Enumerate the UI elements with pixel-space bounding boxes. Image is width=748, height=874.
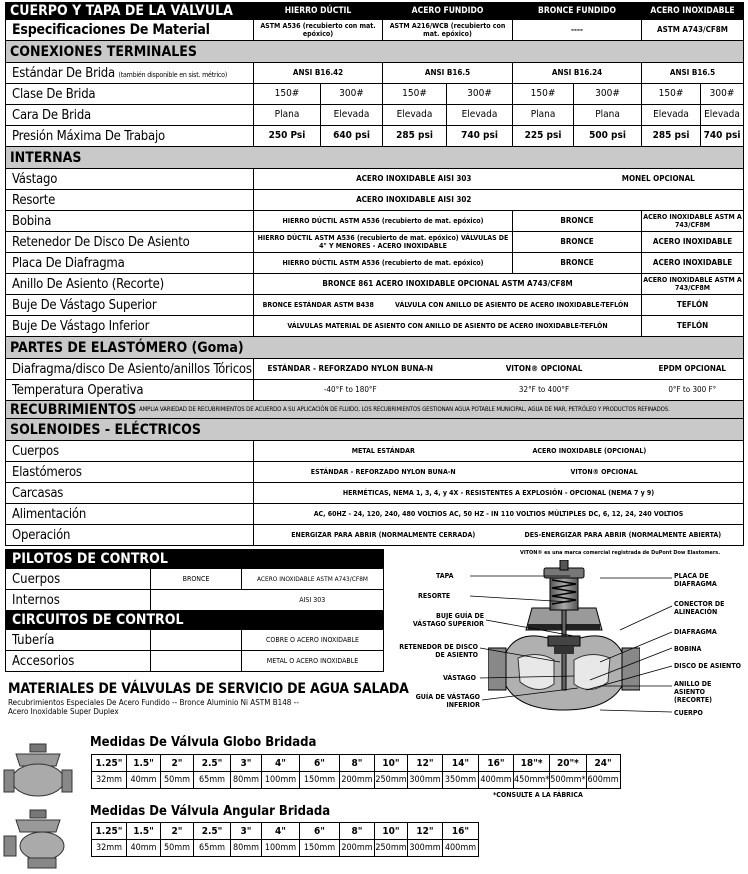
col-hierro-ductil: HIERRO DÚCTIL [254, 3, 383, 20]
angular-mm-cell: 32mm [92, 840, 127, 857]
sol-cuerpos-row: Cuerpos METAL ESTÁNDAR ACERO INOXIDABLE (OPCIONAL) [6, 441, 744, 462]
globe-mm-row [92, 772, 621, 789]
globo-mm-cell: 250mm [375, 772, 408, 789]
globe-inches-row [92, 755, 621, 772]
angular-inches-cell: 16" [443, 823, 479, 840]
sol-carcasas-row: Carcasas HERMÉTICAS, NEMA 1, 3, 4, y 4X - RESISTENTES A EXPLOSIÓN - OPCIONAL (NEMA 7 y 9) [6, 483, 744, 504]
row-label: Alimentación [6, 504, 254, 525]
angle-sizes-title: Medidas De Válvula Angular Bridada [90, 804, 331, 819]
globo-inches-cell: 16" [479, 755, 514, 772]
pilots-table [5, 549, 384, 672]
globo-mm-cell: 400mm [479, 772, 514, 789]
angular-inches-cell: 6" [300, 823, 340, 840]
row-label: Clase De Brida [6, 84, 254, 105]
label-retenedor: RETENEDOR DE DISCO DE ASIENTO [399, 643, 478, 659]
angular-mm-cell: 300mm [408, 840, 443, 857]
globo-inches-cell: 14" [443, 755, 479, 772]
row-label: Diafragma/disco De Asiento/anillos Tóricos [6, 359, 254, 380]
col-acero-fundido: ACERO FUNDIDO [383, 3, 513, 20]
globe-sizes-table [91, 754, 621, 789]
sol-elast-row: Elastómeros ESTÁNDAR - REFORZADO NYLON BUNA-N VITON® OPCIONAL [6, 462, 744, 483]
cara-row: Cara De Brida Plana Elevada Elevada Elevada Plana Plana Elevada Elevada [6, 105, 744, 126]
globo-inches-cell: 10" [375, 755, 408, 772]
angular-inches-cell: 2.5" [194, 823, 231, 840]
buje-inf-row: Buje De Vástago Inferior VÁLVULAS MATERIAL DE ASIENTO CON ANILLO DE ASIENTO DE ACERO INOXIDABLE-TEFLÓN TEFLÓN [6, 316, 744, 337]
consult-note: *CONSULTE A LA FÁBRICA [493, 791, 583, 799]
label-anillo: ANILLO DE ASIENTO (RECORTE) [674, 680, 713, 704]
body-header-row [6, 3, 744, 20]
row-label: Accesorios [6, 651, 151, 672]
section-title-conexiones: CONEXIONES TERMINALES [6, 41, 744, 63]
globo-mm-cell: 40mm [127, 772, 161, 789]
globo-inches-cell: 2.5" [194, 755, 231, 772]
row-label: Carcasas [6, 483, 254, 504]
angular-mm-cell: 65mm [194, 840, 231, 857]
label-diafragma: DIAFRAGMA [674, 628, 717, 636]
section-title-recubrimientos: RECUBRIMIENTOS [10, 401, 137, 418]
globo-inches-cell: 24" [586, 755, 620, 772]
globo-inches-cell: 20"* [550, 755, 586, 772]
globo-mm-cell: 300mm [408, 772, 443, 789]
angular-mm-cell: 400mm [443, 840, 479, 857]
globo-mm-cell: 32mm [92, 772, 127, 789]
angle-inches-row [92, 823, 479, 840]
row-label: Operación [6, 525, 254, 546]
globo-inches-cell: 3" [231, 755, 262, 772]
vastago-row: Vástago ACERO INOXIDABLE AISI 303 MONEL OPCIONAL [6, 169, 744, 190]
row-label: Vástago [6, 169, 254, 190]
globo-inches-cell: 8" [340, 755, 375, 772]
row-label: Cuerpos [6, 441, 254, 462]
row-label: Buje De Vástago Inferior [6, 316, 254, 337]
angular-inches-cell: 10" [375, 823, 408, 840]
row-label: Internos [6, 590, 151, 611]
row-label: Tubería [6, 630, 151, 651]
presion-row: Presión Máxima De Trabajo 250 Psi 640 psi 285 psi 740 psi 225 psi 500 psi 285 psi 740 psi [6, 126, 744, 147]
label-disco: DISCO DE ASIENTO [674, 662, 741, 670]
angular-inches-cell: 2" [161, 823, 194, 840]
col-bronce-fundido: BRONCE FUNDIDO [513, 3, 642, 20]
label-vastago: VÁSTAGO [443, 674, 476, 682]
globo-mm-cell: 600mm [586, 772, 620, 789]
anillo-row: Anillo De Asiento (Recorte) BRONCE 861 ACERO INOXIDABLE OPCIONAL ASTM A743/CF8M ACERO INOXIDABLE ASTM A 743/CF8M [6, 274, 744, 295]
row-label: Cuerpos [6, 569, 151, 590]
salt-water-text: Recubrimientos Especiales De Acero Fundido -- Bronce Aluminio Ni ASTM B148 -- Acero Inoxidable Super Duplex [8, 698, 299, 716]
pil-cuerpos-row: Cuerpos BRONCE ACERO INOXIDABLE ASTM A743/CF8M [6, 569, 384, 590]
globo-inches-cell: 2" [161, 755, 194, 772]
label-guia-inferior: GUÍA DE VÁSTAGO INFERIOR [415, 693, 480, 709]
brida-row: Estándar De Brida (también disponible en sist. métrico) ANSI B16.42 ANSI B16.5 ANSI B16.24 ANSI B16.5 [6, 63, 744, 84]
globe-sizes-title: Medidas De Válvula Globo Bridada [90, 735, 317, 750]
placa-row: Placa De Diafragma HIERRO DÚCTIL ASTM A536 (recubierto de mat. epóxico) BRONCE ACERO INOXIDABLE [6, 253, 744, 274]
section-title-solenoides: SOLENOIDES - ELÉCTRICOS [6, 419, 744, 441]
section-title-pilotos: PILOTOS DE CONTROL [6, 550, 384, 569]
globo-mm-cell: 450mm* [514, 772, 550, 789]
globo-inches-cell: 4" [262, 755, 300, 772]
angle-sizes-table [91, 822, 479, 857]
angular-mm-cell: 50mm [161, 840, 194, 857]
row-label: Buje De Vástago Superior [6, 295, 254, 316]
row-label: Elastómeros [6, 462, 254, 483]
angular-inches-cell: 3" [231, 823, 262, 840]
section-title-elastomero: PARTES DE ELASTÓMERO (Goma) [6, 337, 744, 359]
globo-mm-cell: 65mm [194, 772, 231, 789]
angular-inches-cell: 4" [262, 823, 300, 840]
label-tapa: TAPA [436, 572, 454, 580]
row-label: Retenedor De Disco De Asiento [6, 232, 254, 253]
row-label: Bobina [6, 211, 254, 232]
angular-inches-cell: 12" [408, 823, 443, 840]
body-header-title: CUERPO Y TAPA DE LA VÁLVULA [6, 3, 254, 20]
buje-sup-row: Buje De Vástago Superior BRONCE ESTÁNDAR ASTM B438 VÁLVULA CON ANILLO DE ASIENTO DE ACERO INOXIDABLE-TEFLÓN TEFLÓN [6, 295, 744, 316]
globo-inches-cell: 1.25" [92, 755, 127, 772]
angular-mm-cell: 100mm [262, 840, 300, 857]
row-label: Resorte [6, 190, 254, 211]
specs-table [5, 2, 744, 546]
label-cuerpo: CUERPO [674, 709, 703, 717]
espec-row: Especificaciones De Material ASTM A536 (recubierto con mat. epóxico) ASTM A216/WCB (recubierto con mat. epóxico) ---- ASTM A743/CF8M [6, 20, 744, 41]
label-placa: PLACA DE DIAFRAGMA [674, 572, 717, 588]
globo-inches-cell: 1.5" [127, 755, 161, 772]
pil-internos-row: Internos AISI 303 [6, 590, 384, 611]
temp-row: Temperatura Operativa -40°F to 180°F 32°F to 400°F 0°F to 300 F° [6, 380, 744, 401]
angle-mm-row [92, 840, 479, 857]
label-bobina: BOBINA [674, 645, 702, 653]
row-label: Presión Máxima De Trabajo [6, 126, 254, 147]
angular-mm-cell: 150mm [300, 840, 340, 857]
globo-inches-cell: 18"* [514, 755, 550, 772]
retenedor-row: Retenedor De Disco De Asiento HIERRO DÚCTIL ASTM A536 (recubierto de mat. epóxico) VÁLVULAS DE 4" Y MENORES - ACERO INOXIDABLE BRONCE ACERO INOXIDABLE [6, 232, 744, 253]
label-buje-guia: BUJE GUÍA DE VÁSTAGO SUPERIOR [412, 612, 484, 628]
angular-mm-cell: 40mm [127, 840, 161, 857]
globo-mm-cell: 200mm [340, 772, 375, 789]
row-label: Temperatura Operativa [6, 380, 254, 401]
section-title-circuitos: CIRCUITOS DE CONTROL [6, 611, 384, 630]
globo-mm-cell: 50mm [161, 772, 194, 789]
globo-mm-cell: 150mm [300, 772, 340, 789]
globo-mm-cell: 500mm* [550, 772, 586, 789]
section-title-internas: INTERNAS [6, 147, 744, 169]
row-label: Anillo De Asiento (Recorte) [6, 274, 254, 295]
globo-mm-cell: 100mm [262, 772, 300, 789]
row-label: Estándar De Brida (también disponible en sist. métrico) [6, 63, 254, 84]
sol-oper-row: Operación ENERGIZAR PARA ABRIR (NORMALMENTE CERRADA) DES-ENERGIZAR PARA ABRIR (NORMALMENTE ABIERTA) [6, 525, 744, 546]
label-resorte: RESORTE [418, 592, 451, 600]
resorte-row: Resorte ACERO INOXIDABLE AISI 302 [6, 190, 744, 211]
angle-valve-image [2, 808, 74, 870]
viton-note: VITON® es una marca comercial registrada de DuPont Dow Elastomers. [520, 550, 721, 556]
salt-water-title: MATERIALES DE VÁLVULAS DE SERVICIO DE AGUA SALADA [8, 681, 409, 697]
circ-tuberia-row: Tubería COBRE O ACERO INOXIDABLE [6, 630, 384, 651]
row-label: Cara De Brida [6, 105, 254, 126]
clase-row: Clase De Brida 150# 300# 150# 300# 150# 300# 150# 300# [6, 84, 744, 105]
label-conector: CONECTOR DE ALINEACIÓN [674, 600, 725, 616]
bobina-row: Bobina HIERRO DÚCTIL ASTM A536 (recubierto de mat. epóxico) BRONCE ACERO INOXIDABLE ASTM A 743/CF8M [6, 211, 744, 232]
globo-mm-cell: 80mm [231, 772, 262, 789]
globo-inches-cell: 6" [300, 755, 340, 772]
angular-inches-cell: 8" [340, 823, 375, 840]
row-label: Especificaciones De Material [6, 20, 254, 41]
sol-alim-row: Alimentación AC, 60HZ - 24, 120, 240, 480 VOLTIOS AC, 50 HZ - IN 110 VOLTIOS MÚLTIPLES DC, 6, 12, 24, 240 VOLTIOS [6, 504, 744, 525]
angular-mm-cell: 250mm [375, 840, 408, 857]
globe-valve-image [2, 742, 74, 802]
globo-mm-cell: 350mm [443, 772, 479, 789]
diafragma-row: Diafragma/disco De Asiento/anillos Tóricos ESTÁNDAR - REFORZADO NYLON BUNA-N VITON® OPCIONAL EPDM OPCIONAL [6, 359, 744, 380]
recubrimientos-row: RECUBRIMIENTOS AMPLIA VARIEDAD DE RECUBRIMIENTOS DE ACUERDO A SU APLICACIÓN DE FLUIDO, LOS RECUBRIMIENTOS GESTIONAN AGUA POTABLE MUNICIPAL, AGUA DE MAR, PETRÓLEO Y PRODUCTOS REFINADOS. [6, 401, 744, 419]
circ-accesorios-row: Accesorios METAL O ACERO INOXIDABLE [6, 651, 384, 672]
row-label: Placa De Diafragma [6, 253, 254, 274]
callout-leaders [470, 570, 680, 720]
angular-mm-cell: 80mm [231, 840, 262, 857]
angular-mm-cell: 200mm [340, 840, 375, 857]
globo-inches-cell: 12" [408, 755, 443, 772]
angular-inches-cell: 1.5" [127, 823, 161, 840]
angular-inches-cell: 1.25" [92, 823, 127, 840]
col-acero-inoxidable: ACERO INOXIDABLE [642, 3, 744, 20]
